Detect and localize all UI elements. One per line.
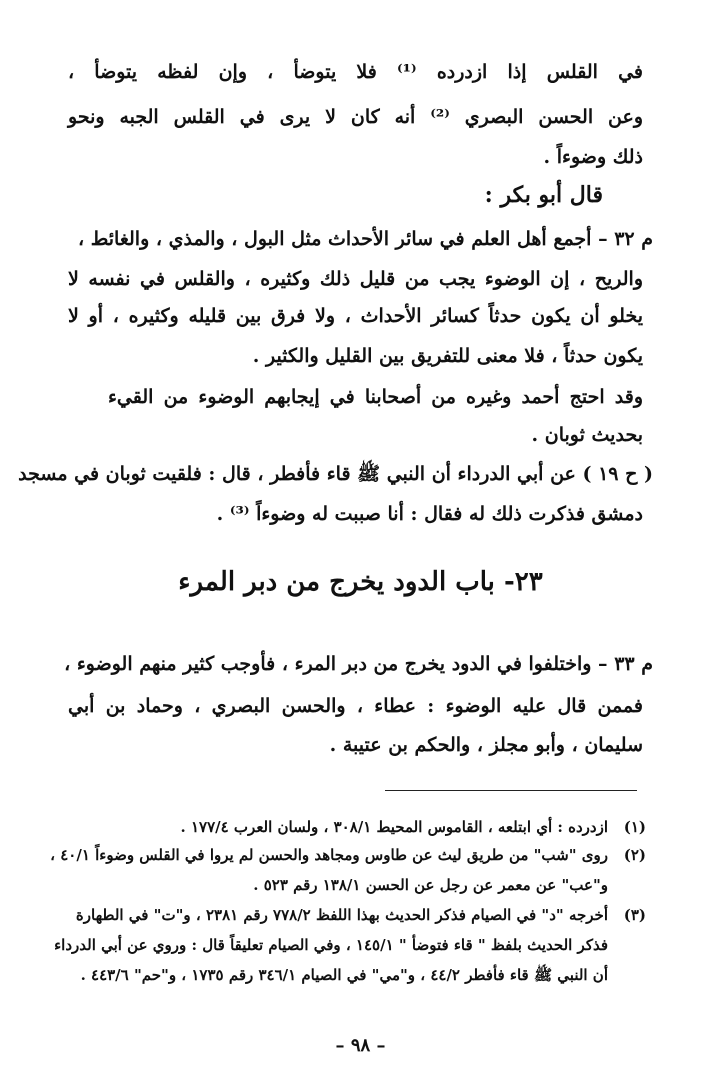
text-line: ذلك وضوءاً . [543, 146, 643, 168]
text-line: م ٣٢ – أجمع أهل العلم في سائر الأحداث مثل البول ، والمذي ، والغائط ، [77, 228, 653, 250]
footnote-number: (١) [623, 818, 646, 836]
footnote-text: أن النبي ﷺ قاء فأفطر ٤٤/٢ ، و"مي" في الصيام ٣٤٦/١ رقم ١٧٣٥ ، و"حم" ٤٤٣/٦ . [80, 966, 608, 984]
text-line: م ٣٣ – واختلفوا في الدود يخرج من دبر المرء ، فأوجب كثير منهم الوضوء ، [64, 653, 653, 675]
text-line: وعن الحسن البصري ⁽²⁾ أنه كان لا يرى في القلس الجبه ونحو [68, 106, 643, 128]
text-line: وقد احتج أحمد وغيره من أصحابنا في إيجابهم الوضوء من القيء [108, 386, 643, 408]
footnote-number: (٢) [623, 846, 646, 864]
text-line: يكون حدثاً ، فلا معنى للتفريق بين القليل والكثير . [252, 345, 643, 367]
text-line: في القلس إذا ازدرده ⁽¹⁾ فلا يتوضأ ، وإن لفظه يتوضأ ، [68, 61, 643, 83]
chapter-title: ٢٣- باب الدود يخرج من دبر المرء [178, 567, 543, 597]
footnote-text: ازدرده : أي ابتلعه ، القاموس المحيط ٣٠٨/١ ، ولسان العرب ١٧٧/٤ . [180, 818, 608, 836]
page-number: – ٩٨ – [335, 1035, 386, 1056]
footnote-text: و"عب" عن معمر عن رجل عن الحسن ١٣٨/١ رقم ٥٢٣ . [253, 876, 608, 894]
footnote-text: روى "شب" من طريق ليث عن طاوس ومجاهد والحسن لم يروا في القلس وضوءاً ٤٠/١ ، [50, 846, 608, 864]
hadith-line: دمشق فذكرت ذلك له فقال : أنا صببت له وضوءاً ⁽³⁾ . [216, 503, 643, 525]
footnote-text: فذكر الحديث بلفظ " قاء فتوضأ " ١٤٥/١ ، وفي الصيام تعليقاً قال : وروي عن أبي الدرداء [54, 936, 608, 954]
footnote-text: أخرجه "د" في الصيام فذكر الحديث بهذا اللفظ ٧٧٨/٢ رقم ٢٣٨١ ، و"ت" في الطهارة [75, 906, 608, 924]
footnote-divider [385, 790, 637, 791]
text-line: فممن قال عليه الوضوء : عطاء ، والحسن البصري ، وحماد بن أبي [68, 695, 643, 717]
hadith-line: ( ح ١٩ ) عن أبي الدرداء أن النبي ﷺ قاء فأفطر ، قال : فلقيت ثوبان في مسجد [18, 463, 653, 485]
text-line: سليمان ، وأبو مجلز ، والحكم بن عتيبة . [329, 734, 643, 756]
footnote-number: (٣) [623, 906, 646, 924]
text-line: والريح ، إن الوضوء يجب من قليل ذلك وكثيره ، والقلس في نفسه لا [68, 268, 643, 290]
section-heading: قال أبو بكر : [484, 182, 603, 208]
text-line: بحديث ثوبان . [531, 424, 643, 446]
text-line: يخلو أن يكون حدثاً كسائر الأحداث ، ولا فرق بين قليله وكثيره ، أو لا [68, 305, 643, 327]
